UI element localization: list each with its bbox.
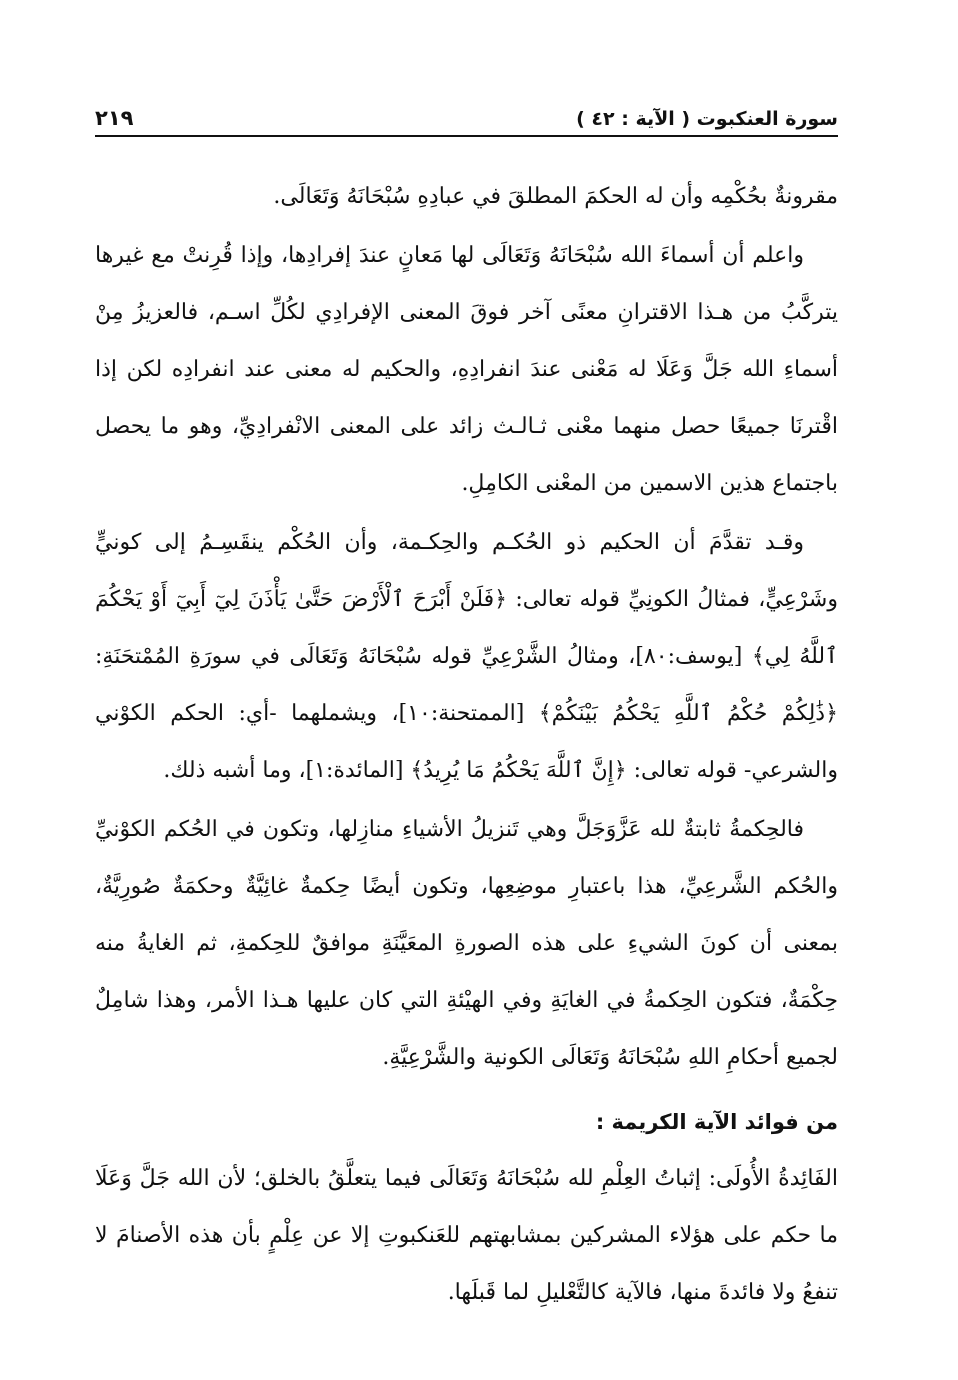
paragraph-names-meaning: واعلم أن أسماءَ الله سُبْحَانَهُ وَتَعَالَى لها مَعانٍ عندَ إفرادِها، وإذا قُرِنتْ مع غيرها يتركَّبُ من هـذا الاقترانِ معنًى آخر فوقَ المعنى الإفرادِي لكُلِّ اسـم، فالعزيزُ مِنْ أسماءِ الله جَلَّ وَعَلَا له مَعْنى عندَ انفرادِهِ، والحكيم له معنى عند انفرادِه لكن إذا اقْترنَا جميعًا حصل منهما معْنى ثـالـث زائد على المعنى الانْفرادِيِّ، وهو ما يحصل باجتماع هذين الاسمين من المعْنى الكامِلِ.	[95, 243, 838, 496]
page-body	[95, 168, 838, 1321]
header-divider	[95, 135, 838, 137]
page-header	[95, 96, 838, 130]
paragraph-wisdom: فالحِكمةُ ثابتةٌ لله عَزَّوَجَلَّ وهي تَنزيلُ الأشياءِ منازِلها، وتكون في الحُكم الكوْنيِّ والحُكم الشَّرعِيِّ، هذا باعتبارِ موضِعِها، وتكون أيضًا حِكمةٌ غائِيَّةٌ وحكمَةٌ صُورِيَّةٌ، بمعنى أن كونَ الشيءِ على هذه الصورةِ المعَيَّنَةِ موافقٌ للحِكمةِ، ثم الغايةُ منه حِكْمَةٌ، فتكون الحِكمةُ في الغايَةِ وفي الهيْئةِ التي كان عليها هـذا الأمر، وهذا شامِلٌ لجميع أحكامِ اللهِ سُبْحَانَهُ وَتَعَالَى الكونية والشَّرْعِيَّةِ.	[95, 817, 838, 1070]
paragraph-ruling-types: وقـد تقدَّمَ أن الحكيم ذو الحُكـم والحِكـمة، وأن الحُكْم ينقَسِـمُ إلى كونيٍّ وشَرْعِيٍّ، فمثالُ الكونِيِّ قوله تعالى: ﴿فَلَنْ أَبْرَحَ ٱلْأَرْضَ حَتَّىٰ يَأْذَنَ لِيٓ أَبِيٓ أَوْ يَحْكُمَ ٱللَّهُ لِي﴾ [يوسف:٨٠]، ومثالُ الشَّرْعِيِّ قوله سُبْحَانَهُ وَتَعَالَى في سورَةِ المُمْتحَنَةِ: ﴿ذَٰلِكُمْ حُكْمُ ٱللَّهِ يَحْكُمُ بَيْنَكُمْ﴾ [الممتحنة:١٠]، ويشملهما -أي: الحكم الكوْني والشرعي- قوله تعالى: ﴿إِنَّ ٱللَّهَ يَحْكُمُ مَا يُرِيدُ﴾ [المائدة:١]، وما أشبه ذلك.	[95, 530, 838, 783]
paragraph-first-benefit: الفَائِدةُ الأُولَى: إثباتُ العِلْمِ لله سُبْحَانَهُ وَتَعَالَى فيما يتعلَّقُ بالخلق؛ لأن الله جَلَّ وَعَلَا ما حكم على هؤلاء المشركين بمشابهتهم للعَنكبوتِ إلا عن عِلْمٍ بأن هذه الأصنامَ لا تنفعُ ولا فائدةَ منها، فالآية كالتَّعْليلِ لما قَبلَها.	[95, 1166, 838, 1305]
paragraph-continuation: مقرونةٌ بحُكْمِه وأن له الحكمَ المطلقَ في عبادِهِ سُبْحَانَهُ وَتَعَالَى.	[273, 184, 838, 209]
running-title: سورة العنكبوت ( الآية : ٤٢ )	[576, 108, 838, 130]
section-heading: من فوائد الآية الكريمة :	[595, 1110, 838, 1134]
page-number: ٢١٩	[95, 106, 134, 130]
